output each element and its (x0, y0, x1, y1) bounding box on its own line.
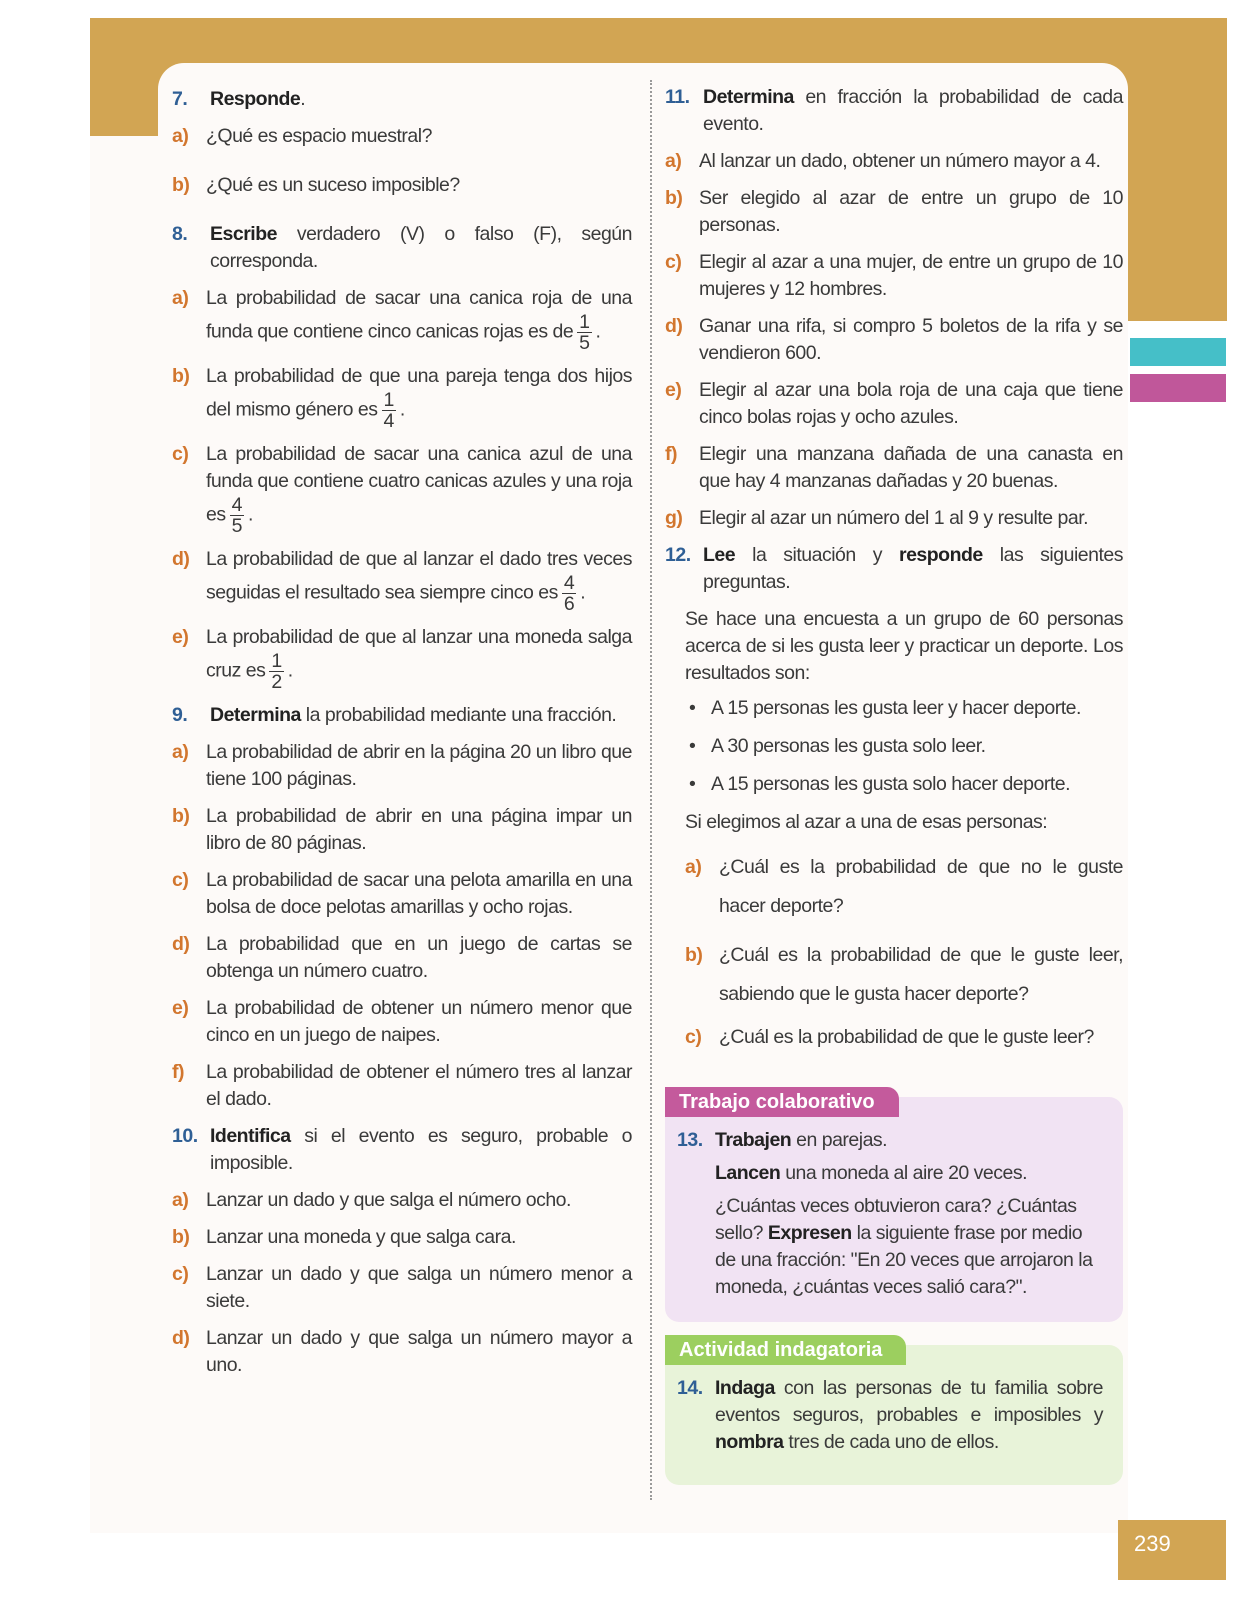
item-letter: a) (685, 856, 702, 878)
item-letter: g) (665, 507, 683, 529)
item-text: Elegir al azar a una mujer, de entre un grupo de 10 mujeres y 12 hombres. (699, 251, 1123, 300)
item-8d (172, 546, 632, 614)
item-10d (172, 1325, 632, 1379)
text: una moneda al aire 20 veces. (780, 1162, 1028, 1184)
question-number: 13. (677, 1129, 703, 1151)
item-end: . (399, 398, 405, 421)
question-keyword: Indaga (715, 1377, 775, 1399)
keyword: Expresen (767, 1222, 852, 1244)
item-8b (172, 363, 632, 431)
denominator: 5 (231, 515, 242, 537)
item-text: Elegir una manzana dañada de una canasta en que hay 4 manzanas dañadas y 20 buenas. (699, 443, 1123, 492)
item-letter: a) (172, 287, 189, 309)
fraction (269, 651, 283, 692)
question-text: en parejas. (791, 1129, 888, 1151)
item-text: Lanzar un dado y que salga un número mayor a uno. (206, 1327, 632, 1376)
item-8e (172, 624, 632, 692)
question-text: si el evento es seguro, probable o imposible. (210, 1125, 632, 1174)
fraction (577, 312, 591, 353)
collaborative-tab: Trabajo colaborativo (665, 1087, 899, 1117)
survey-intro: Se hace una encuesta a un grupo de 60 personas acerca de si les gusta leer y practicar un deporte. Los resultados son: (685, 608, 1123, 684)
item-10b (172, 1224, 632, 1251)
question-keyword: Escribe (210, 223, 277, 245)
question-number: 10. (172, 1125, 198, 1147)
item-text: ¿Cuál es la probabilidad de que le guste leer, sabiendo que le gusta hacer deporte? (719, 944, 1123, 1005)
item-letter: e) (665, 379, 682, 401)
item-8c (172, 441, 632, 536)
side-tab-cyan (1130, 338, 1226, 366)
page-panel-left (90, 136, 158, 1533)
item-8a (172, 285, 632, 353)
item-letter: c) (172, 869, 189, 891)
question-number: 9. (172, 704, 188, 726)
item-text: Al lanzar un dado, obtener un número mayor a 4. (699, 150, 1101, 172)
item-letter: d) (172, 933, 190, 955)
question-text: las siguientes preguntas. (703, 544, 1123, 593)
item-11e (665, 377, 1123, 431)
question-keyword: Trabajen (715, 1129, 792, 1151)
column-divider (650, 80, 652, 1500)
item-text: ¿Qué es espacio muestral? (206, 125, 432, 147)
item-end: . (595, 320, 601, 343)
header-band-left (90, 18, 158, 136)
item-text: La probabilidad de obtener el número tres al lanzar el dado. (206, 1061, 632, 1110)
item-letter: c) (172, 1263, 189, 1285)
collab-line-3 (677, 1193, 1103, 1301)
question-12 (665, 542, 1123, 596)
item-12a (685, 848, 1123, 926)
question-keyword: responde (898, 544, 983, 566)
item-letter: a) (665, 150, 682, 172)
item-letter: b) (172, 805, 190, 827)
item-7b (172, 172, 632, 199)
bullet-item: • A 15 personas les gusta leer y hacer deporte. (685, 695, 1123, 722)
item-letter: d) (172, 548, 190, 570)
fraction (230, 495, 244, 536)
side-tab-magenta (1130, 374, 1226, 402)
item-text: La probabilidad de que una pareja tenga dos hijos del mismo género es (206, 365, 632, 421)
item-text: Ser elegido al azar de entre un grupo de 10 personas. (699, 187, 1123, 236)
item-letter: f) (172, 1061, 184, 1083)
question-13 (677, 1127, 1103, 1154)
question-text: tres de cada uno de ellos. (783, 1431, 999, 1453)
numerator: 4 (231, 494, 242, 516)
item-text: La probabilidad de obtener un número menor que cinco en un juego de naipes. (206, 997, 632, 1046)
item-11a (665, 148, 1123, 175)
item-11b (665, 185, 1123, 239)
question-keyword: nombra (715, 1431, 784, 1453)
page-number: 239 (1118, 1520, 1226, 1580)
item-10c (172, 1261, 632, 1315)
fraction (562, 573, 576, 614)
question-keyword: Responde (210, 88, 301, 110)
item-text: Lanzar una moneda y que salga cara. (206, 1226, 516, 1248)
item-letter: b) (172, 1226, 190, 1248)
item-text: ¿Qué es un suceso imposible? (206, 174, 460, 196)
text: ¿Cuántas veces obtuvieron cara? ¿Cuántas sello? (715, 1195, 1077, 1244)
bullet-item: • A 15 personas les gusta solo hacer deporte. (685, 771, 1123, 798)
item-letter: b) (665, 187, 683, 209)
item-12c (685, 1024, 1123, 1051)
denominator: 5 (579, 332, 590, 354)
item-text: ¿Cuál es la probabilidad de que no le guste hacer deporte? (719, 856, 1123, 917)
item-7a (172, 123, 632, 150)
bullet-item: • A 30 personas les gusta solo leer. (685, 733, 1123, 760)
item-letter: d) (665, 315, 683, 337)
item-text: La probabilidad de que al lanzar el dado tres veces seguidas el resultado sea siempre cinco es (206, 548, 632, 604)
item-9e (172, 995, 632, 1049)
item-letter: c) (685, 1026, 702, 1048)
item-letter: d) (172, 1327, 190, 1349)
item-letter: b) (172, 365, 190, 387)
item-9b (172, 803, 632, 857)
item-end: . (580, 581, 586, 604)
numerator: 1 (579, 311, 590, 333)
item-11d (665, 313, 1123, 367)
item-text: La probabilidad de sacar una pelota amarilla en una bolsa de doce pelotas amarillas y ocho rojas. (206, 869, 632, 918)
question-7 (172, 86, 632, 113)
question-8 (172, 221, 632, 275)
question-text: la probabilidad mediante una fracción. (300, 704, 617, 726)
collaborative-box (665, 1091, 1123, 1322)
text: la siguiente frase por medio de una fracción: "En 20 veces que arrojaron la moneda, ¿cuántas veces salió cara?". (715, 1222, 1093, 1298)
item-9d (172, 931, 632, 985)
item-end: . (247, 503, 253, 526)
survey-lead: Si elegimos al azar a una de esas personas: (685, 811, 1048, 833)
question-keyword: Determina (210, 704, 301, 726)
item-11f (665, 441, 1123, 495)
question-keyword: Lee (703, 544, 736, 566)
item-letter: f) (665, 443, 677, 465)
item-11g (665, 505, 1123, 532)
item-10a (172, 1187, 632, 1214)
item-9c (172, 867, 632, 921)
fraction (382, 390, 396, 431)
item-text: La probabilidad de sacar una canica azul de una funda que contiene cuatro canicas azules y una roja es (206, 443, 632, 526)
question-number: 14. (677, 1377, 703, 1399)
question-number: 8. (172, 223, 188, 245)
keyword: Lancen (715, 1162, 781, 1184)
item-letter: b) (172, 174, 190, 196)
question-10 (172, 1123, 632, 1177)
denominator: 2 (271, 671, 282, 693)
item-end: . (287, 659, 293, 682)
item-12b (685, 936, 1123, 1014)
question-14 (677, 1375, 1103, 1456)
question-keyword: Identifica (210, 1125, 291, 1147)
item-letter: e) (172, 997, 189, 1019)
item-text: La probabilidad de que al lanzar una moneda salga cruz es (206, 626, 632, 682)
question-text: . (300, 88, 306, 110)
left-column (172, 86, 632, 1389)
question-text: en fracción la probabilidad de cada evento. (703, 86, 1123, 135)
item-letter: a) (172, 1189, 189, 1211)
question-text: verdadero (V) o falso (F), según corresponda. (210, 223, 632, 272)
item-text: La probabilidad de sacar una canica roja de una funda que contiene cinco canicas rojas es de (206, 287, 632, 343)
item-letter: a) (172, 741, 189, 763)
question-11 (665, 84, 1123, 138)
denominator: 4 (383, 410, 394, 432)
item-text: La probabilidad de abrir en una página impar un libro de 80 páginas. (206, 805, 632, 854)
question-number: 11. (665, 86, 690, 108)
question-keyword: Determina (703, 86, 794, 108)
item-text: ¿Cuál es la probabilidad de que le guste leer? (719, 1026, 1094, 1048)
item-text: Lanzar un dado y que salga el número ocho. (206, 1189, 571, 1211)
item-text: Elegir al azar una bola roja de una caja que tiene cinco bolas rojas y ocho azules. (699, 379, 1123, 428)
numerator: 4 (563, 572, 575, 594)
item-text: La probabilidad de abrir en la página 20 un libro que tiene 100 páginas. (206, 741, 632, 790)
item-11c (665, 249, 1123, 303)
question-9 (172, 702, 632, 729)
item-9f (172, 1059, 632, 1113)
question-number: 12. (665, 544, 691, 566)
item-text: La probabilidad que en un juego de cartas se obtenga un número cuatro. (206, 933, 632, 982)
numerator: 1 (383, 389, 394, 411)
collab-line-2 (677, 1160, 1103, 1187)
item-text: Ganar una rifa, si compro 5 boletos de la rifa y se vendieron 600. (699, 315, 1123, 364)
inquiry-tab: Actividad indagatoria (665, 1335, 906, 1365)
item-9a (172, 739, 632, 793)
item-letter: a) (172, 125, 189, 147)
item-letter: b) (685, 944, 703, 966)
item-letter: c) (665, 251, 682, 273)
item-letter: e) (172, 626, 189, 648)
item-letter: c) (172, 443, 189, 465)
question-text: con las personas de tu familia sobre eventos seguros, probables e imposibles y (715, 1377, 1103, 1426)
item-text: Elegir al azar un número del 1 al 9 y resulte par. (699, 507, 1089, 529)
numerator: 1 (271, 650, 282, 672)
item-text: Lanzar un dado y que salga un número menor a siete. (206, 1263, 632, 1312)
question-number: 7. (172, 88, 188, 110)
denominator: 6 (563, 593, 575, 615)
right-column (665, 84, 1123, 1061)
inquiry-box (665, 1339, 1123, 1485)
question-text: la situación y (735, 544, 899, 566)
